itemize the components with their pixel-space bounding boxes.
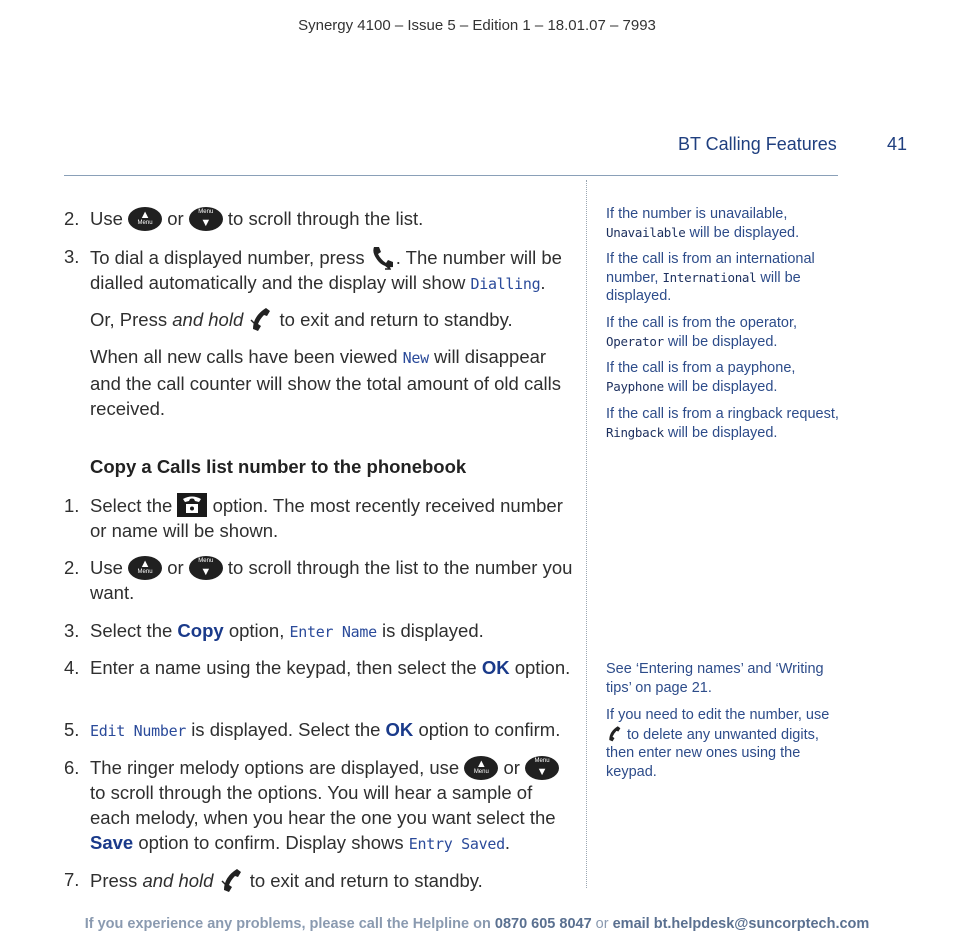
list-item: 2. Use ▲ Menu or Menu ▼ to scroll through the list.	[64, 208, 424, 229]
display-text: Unavailable	[606, 224, 686, 240]
display-text: New	[402, 349, 429, 367]
list-item: 4. Enter a name using the keypad, then select the OK option.	[64, 657, 571, 678]
list-item: 6. The ringer melody options are displayed, use ▲ Menu or Menu ▼ to scroll through the options. You will hear a sample of each melody, when you hear the one you want select the Save option to confirm. Display shows Entry Saved.	[64, 755, 574, 857]
helpline-footer: If you experience any problems, please call the Helpline on 0870 605 8047 or email bt.helpdesk@suncorptech.com	[84, 916, 870, 932]
side-note: If you need to edit the number, use to delete any unwanted digits, then enter new ones using the keypad.	[606, 707, 830, 780]
paragraph: Or, Press and hold to exit and return to standby.	[90, 306, 570, 332]
side-note: If the call is from a ringback request, Ringback will be displayed.	[606, 406, 839, 441]
side-note: If the call is from an international number, International will be displayed.	[606, 251, 815, 304]
side-note: See ‘Entering names’ and ‘Writing tips’ on page 21.	[606, 661, 824, 696]
list-item: 3. Select the Copy option, Enter Name is displayed.	[64, 620, 484, 641]
option-name: Copy	[177, 620, 224, 641]
end-call-icon	[219, 867, 245, 893]
section-title: BT Calling Features	[678, 134, 837, 154]
display-text: Operator	[606, 333, 664, 349]
display-text: Edit Number	[90, 722, 187, 740]
side-note: If the call is from the operator, Operator will be displayed.	[606, 315, 798, 350]
scroll-up-icon: ▲ Menu	[128, 556, 162, 580]
list-item: 3. To dial a displayed number, press . The number will be dialled automatically and the display will show Dialling.	[64, 246, 562, 293]
option-name: Save	[90, 832, 134, 853]
display-text: International	[662, 269, 757, 285]
step-number: 2.	[64, 208, 80, 229]
end-call-icon	[606, 725, 623, 742]
scroll-up-icon: ▲ Menu	[464, 756, 498, 780]
side-note: If the number is unavailable, Unavailable will be displayed.	[606, 206, 800, 241]
helpdesk-email: email bt.helpdesk@suncorptech.com	[612, 916, 870, 932]
talk-handset-icon	[370, 244, 396, 270]
display-text: Entry Saved	[408, 835, 505, 853]
column-divider	[586, 180, 587, 888]
option-name: OK	[481, 657, 510, 678]
scroll-down-icon: Menu ▼	[189, 556, 223, 580]
list-item: 2. Use ▲ Menu or Menu ▼ to scroll through the list to the number you want.	[64, 557, 573, 603]
phonebook-icon	[177, 493, 207, 517]
list-item: 1. Select the option. The most recently received number or name will be shown.	[64, 495, 563, 541]
scroll-up-icon: ▲ Menu	[128, 207, 162, 231]
display-text: Ringback	[606, 424, 664, 440]
paragraph: When all new calls have been viewed New will disappear and the call counter will show the total amount of old calls received.	[90, 346, 561, 419]
scroll-down-icon: Menu ▼	[189, 207, 223, 231]
display-text: Payphone	[606, 378, 664, 394]
display-text: Dialling	[470, 275, 541, 293]
option-name: OK	[385, 719, 414, 740]
side-note: If the call is from a payphone, Payphone will be displayed.	[606, 360, 796, 395]
header-divider	[64, 175, 838, 176]
page-number: 41	[887, 134, 908, 154]
scroll-down-icon: Menu ▼	[525, 756, 559, 780]
list-item: 7. Press and hold to exit and return to standby.	[64, 869, 483, 891]
end-call-icon	[248, 306, 274, 332]
display-text: Enter Name	[289, 623, 377, 641]
helpline-phone: 0870 605 8047	[494, 916, 592, 932]
section-heading: Copy a Calls list number to the phonebook	[90, 456, 467, 477]
document-reference: Synergy 4100 – Issue 5 – Edition 1 – 18.01.07 – 7993	[298, 17, 656, 34]
list-item: 5. Edit Number is displayed. Select the OK option to confirm.	[64, 719, 561, 740]
